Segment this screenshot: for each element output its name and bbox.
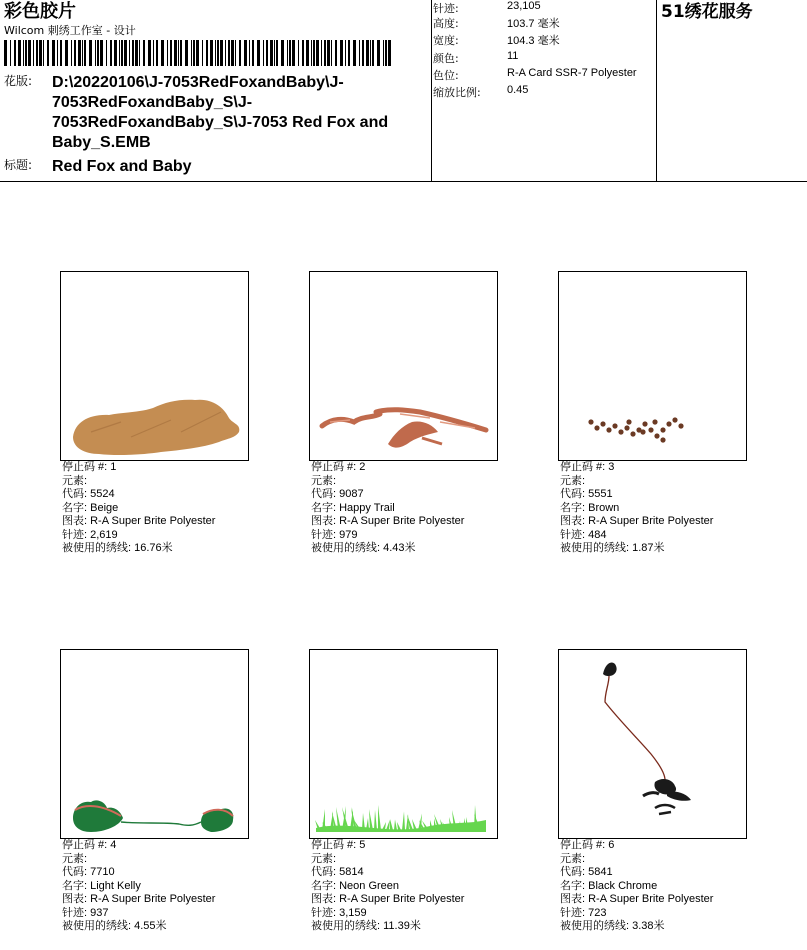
stat-value: 0.45 xyxy=(507,84,529,96)
stop-thread: 被使用的绣线: 3.38米 xyxy=(560,920,665,932)
header xyxy=(0,0,807,182)
stop-name: 名字: Happy Trail xyxy=(311,501,395,514)
stop-stitches: 针迹: 937 xyxy=(62,906,109,919)
stop-name: 名字: Black Chrome xyxy=(560,879,658,892)
beige-shape xyxy=(73,400,239,455)
design-title: Red Fox and Baby xyxy=(52,158,192,175)
stat-label: 色位: xyxy=(433,69,459,82)
stop-stitches: 针迹: 2,619 xyxy=(62,528,118,541)
app-subtitle: Wilcom 刺绣工作室 - 设计 xyxy=(4,24,136,37)
stop-code: 代码: 5814 xyxy=(311,866,364,878)
stop-thread: 被使用的绣线: 1.87米 xyxy=(560,542,665,554)
stop-stitches: 针迹: 3,159 xyxy=(311,906,367,919)
divider xyxy=(656,0,657,181)
stop-stitches: 针迹: 484 xyxy=(560,528,607,541)
stop-thread: 被使用的绣线: 4.43米 xyxy=(311,542,416,554)
stat-value: 103.7 毫米 xyxy=(507,18,560,30)
barcode xyxy=(4,40,392,66)
stop-chart: 图表: R-A Super Brite Polyester xyxy=(62,515,216,527)
stop-name: 名字: Beige xyxy=(62,501,119,514)
stat-label: 高度: xyxy=(433,17,459,30)
stitch-preview xyxy=(558,271,747,461)
stop-info xyxy=(62,839,215,934)
divider xyxy=(431,0,432,181)
stop-name: 名字: Light Kelly xyxy=(62,879,141,892)
stop-chart: 图表: R-A Super Brite Polyester xyxy=(311,893,465,905)
stop-element: 元素: xyxy=(311,852,337,865)
title-label: 标题: xyxy=(4,158,33,172)
stop-chart: 图表: R-A Super Brite Polyester xyxy=(560,515,714,527)
stop-code: 代码: 9087 xyxy=(311,488,364,500)
stat-label: 针迹: xyxy=(433,2,459,15)
stop-element: 元素: xyxy=(311,474,337,487)
neon-green-shape xyxy=(310,650,497,838)
brand-name: 51绣花服务 xyxy=(661,2,753,22)
stat-label: 缩放比例: xyxy=(433,86,481,99)
stop-thread: 被使用的绣线: 11.39米 xyxy=(311,920,421,932)
stop-name: 名字: Neon Green xyxy=(311,879,400,892)
stop-chart: 图表: R-A Super Brite Polyester xyxy=(560,893,714,905)
stop-info xyxy=(311,461,464,556)
stitch-preview xyxy=(60,649,249,839)
stop-info xyxy=(311,839,464,934)
stop-stitches: 针迹: 979 xyxy=(311,528,358,541)
stop-code: 代码: 5841 xyxy=(560,866,613,878)
stop-thread: 被使用的绣线: 16.76米 xyxy=(62,542,173,554)
stop-element: 元素: xyxy=(560,474,586,487)
black-chrome-shape xyxy=(603,662,691,814)
stop-number: 停止码 #: 2 xyxy=(311,461,366,473)
stat-label: 颜色: xyxy=(433,52,459,65)
stop-number: 停止码 #: 3 xyxy=(560,461,615,473)
stat-value: 23,105 xyxy=(507,0,541,12)
page-title: 彩色胶片 xyxy=(4,1,76,22)
stitch-preview xyxy=(60,271,249,461)
stat-value: R-A Card SSR-7 Polyester xyxy=(507,67,637,79)
design-label: 花版: xyxy=(4,74,33,88)
stop-info xyxy=(560,839,713,934)
design-path: D:\20220106\J-7053RedFoxandBaby\J-7053RedFoxandBaby_S\J-7053RedFoxandBaby_S\J-7053 Red Fox and Baby_S.EMB xyxy=(52,74,389,151)
stitch-preview xyxy=(558,649,747,839)
stop-chart: 图表: R-A Super Brite Polyester xyxy=(311,515,465,527)
stop-element: 元素: xyxy=(62,852,88,865)
stop-element: 元素: xyxy=(560,852,586,865)
stop-number: 停止码 #: 4 xyxy=(62,839,117,851)
stitch-preview xyxy=(309,649,498,839)
stop-info xyxy=(62,461,215,556)
stop-chart: 图表: R-A Super Brite Polyester xyxy=(62,893,216,905)
stitch-preview xyxy=(309,271,498,461)
stop-number: 停止码 #: 6 xyxy=(560,839,615,851)
stat-label: 宽度: xyxy=(433,34,459,47)
stat-value: 11 xyxy=(507,50,519,62)
stop-info xyxy=(560,461,713,556)
stop-element: 元素: xyxy=(62,474,88,487)
stop-code: 代码: 7710 xyxy=(62,866,115,878)
stop-number: 停止码 #: 1 xyxy=(62,461,117,473)
stop-thread: 被使用的绣线: 4.55米 xyxy=(62,920,167,932)
stop-name: 名字: Brown xyxy=(560,501,620,514)
brown-shape xyxy=(559,272,746,460)
light-kelly-shape xyxy=(73,800,123,832)
stop-code: 代码: 5551 xyxy=(560,488,613,500)
stat-value: 104.3 毫米 xyxy=(507,35,560,47)
stop-number: 停止码 #: 5 xyxy=(311,839,366,851)
stop-code: 代码: 5524 xyxy=(62,488,115,500)
stop-stitches: 针迹: 723 xyxy=(560,906,607,919)
